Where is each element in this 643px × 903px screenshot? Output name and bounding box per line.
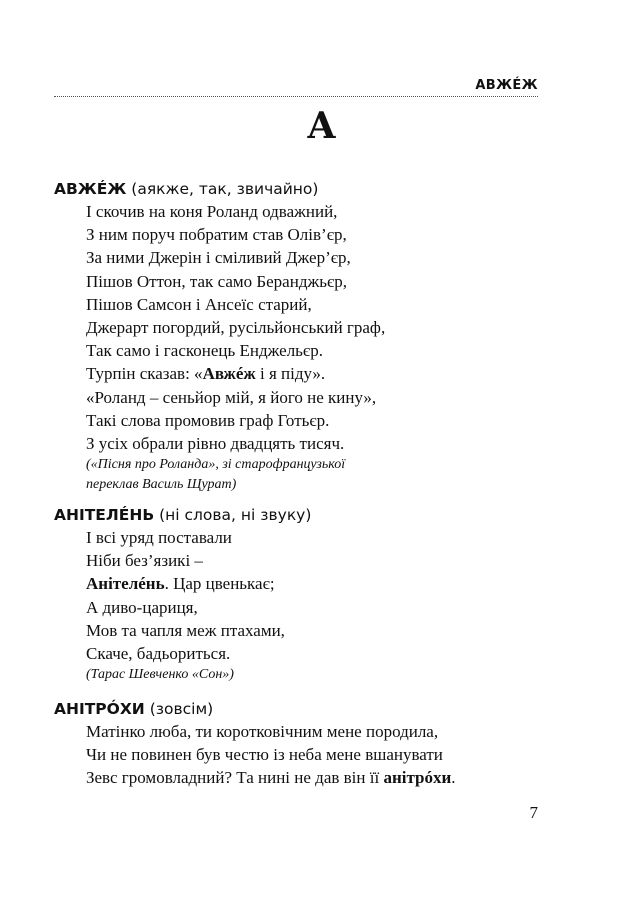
source-citation [86, 665, 583, 685]
verse-line: А диво-цариця, [86, 597, 198, 617]
entry-headword: АВЖÉЖ [54, 180, 127, 198]
citation-line: (Тарас Шевченко «Сон») [86, 667, 234, 683]
dictionary-entry-anitelen [54, 504, 583, 685]
verse-line: Пішов Самсон і Ансеїс старий, [86, 294, 312, 314]
verse-block [86, 526, 583, 665]
verse-line: Скаче, бадьориться. [86, 644, 231, 664]
verse-line: З ним поруч побратим став Олів’єр, [86, 225, 347, 245]
entry-gloss: (аякже, так, звичайно) [126, 180, 319, 198]
verse-line: Пішов Оттон, так само Беранджьєр, [86, 271, 348, 291]
entry-headword: АНІТЕЛÉНЬ [54, 506, 155, 524]
line-text: Зевс громовладний? Та нині не дав він її [86, 768, 384, 788]
inline-headword: анітрóхи [383, 768, 452, 788]
verse-line: Такі слова промовив граф Готьєр. [86, 410, 330, 430]
running-head: АВЖÉЖ [475, 78, 538, 93]
entry-headline [54, 178, 583, 200]
inline-headword: Анітелéнь [86, 574, 165, 594]
verse-line: Так само і гасконець Енджельєр. [86, 341, 323, 361]
verse-line: Ніби без’язикі – [86, 551, 203, 571]
verse-line-with-headword [86, 572, 583, 595]
source-citation [86, 455, 583, 495]
line-text: . Цар цвенькає; [164, 574, 275, 594]
verse-line: І всі уряд поставали [86, 528, 232, 547]
entry-headword: АНІТРÓХИ [54, 700, 145, 718]
verse-line: За ними Джерін і сміливий Джер’єр, [86, 248, 351, 268]
dictionary-entry-avzhezh [54, 178, 583, 495]
header-rule [54, 96, 538, 97]
verse-block [86, 720, 583, 790]
entry-headline [54, 504, 583, 526]
verse-block [86, 200, 583, 455]
citation-line: («Пісня про Роланда», зі старофранцузької [86, 457, 346, 473]
entry-gloss: (ні слова, ні звуку) [154, 506, 312, 524]
verse-line: Матінко люба, ти коротковічним мене породила, [86, 722, 439, 741]
entry-headline [54, 698, 583, 720]
verse-line: Мов та чапля меж птахами, [86, 620, 285, 640]
verse-line: З усіх обрали рівно двадцять тисяч. [86, 434, 345, 454]
entry-gloss: (зовсім) [144, 700, 214, 718]
inline-headword: Авжéж [202, 364, 256, 384]
page-number: 7 [529, 803, 538, 822]
verse-line: Джерарт погордий, русільйонський граф, [86, 318, 386, 338]
verse-line-with-headword [86, 766, 583, 789]
verse-line-with-headword [86, 362, 583, 385]
verse-line: «Роланд – сеньйор мій, я його не кину», [86, 387, 377, 407]
line-text: Турпін сказав: « [86, 364, 203, 384]
line-text: і я піду». [255, 364, 326, 384]
line-text: . [451, 768, 456, 788]
verse-line: Чи не повинен був честю із неба мене вшанувати [86, 745, 443, 765]
verse-line: І скочив на коня Роланд одважний, [86, 202, 338, 221]
section-letter: А [306, 105, 337, 147]
citation-line: переклав Василь Щурат) [86, 477, 237, 493]
dictionary-entry-anitrokhy [54, 698, 583, 790]
